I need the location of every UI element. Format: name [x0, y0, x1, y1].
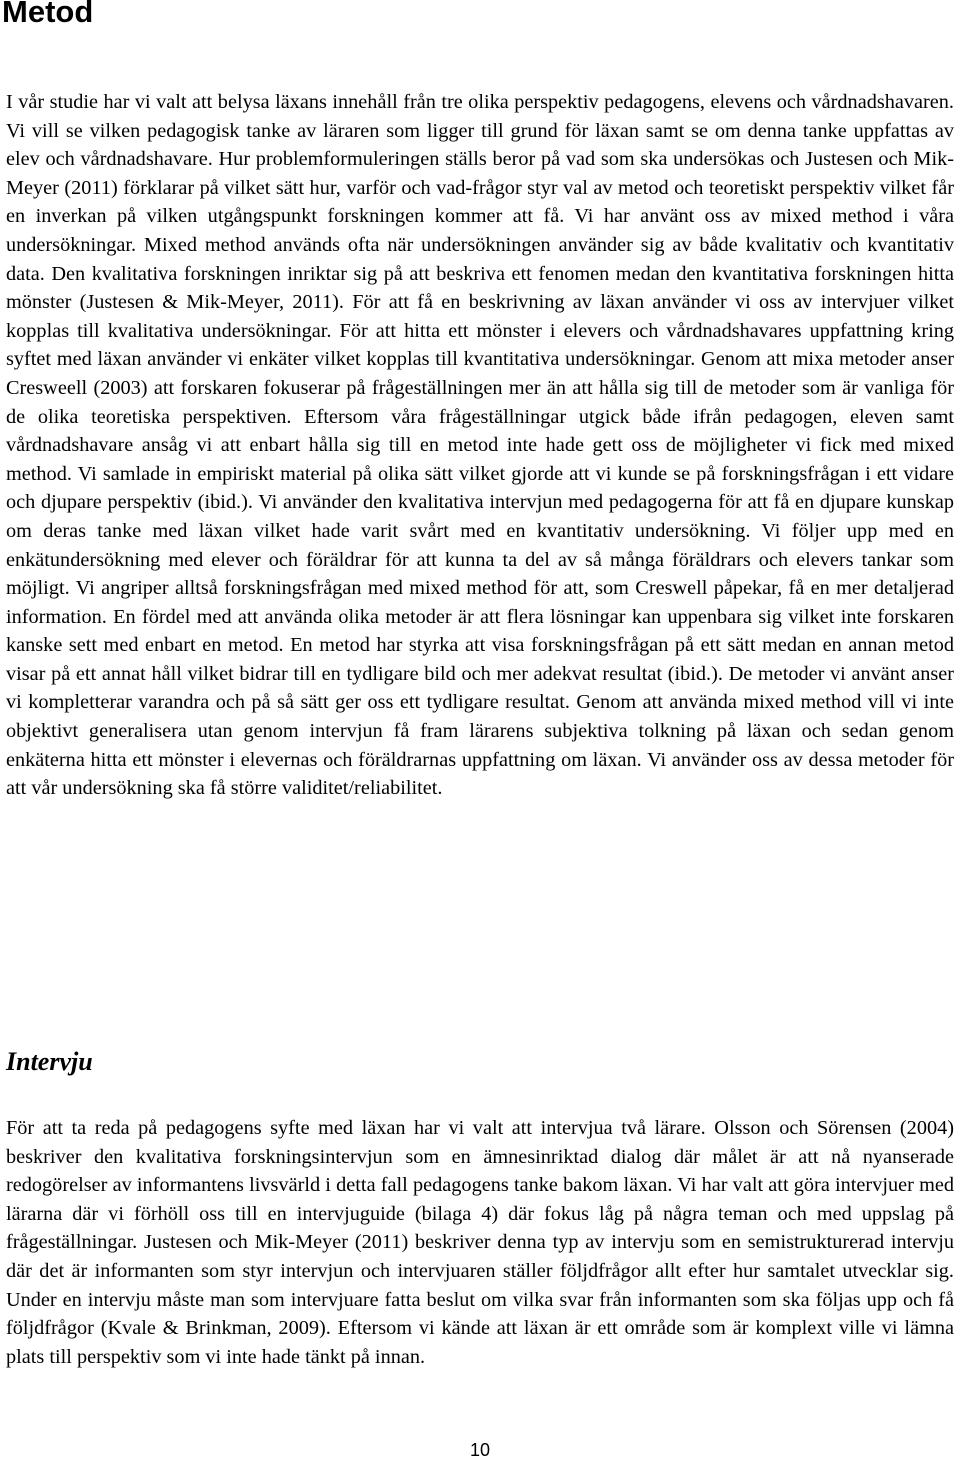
page-number: 10: [469, 1440, 491, 1460]
section-heading-metod: Metod: [2, 0, 94, 29]
section-heading-intervju: Intervju: [6, 1047, 93, 1076]
body-paragraph-metod: I vår studie har vi valt att belysa läxans innehåll från tre olika perspektiv pedagogens, elevens och vårdnadshavaren. Vi vill se vilken pedagogisk tanke av läraren som ligger till grund för läxan samt se om denna tanke uppfattas av elev och vårdnadshavare. Hur problemformuleringen ställs beror på vad som ska undersökas och Justesen och Mik-Meyer (2011) förklarar på vilket sätt hur, varför och vad-frågor styr val av metod och teoretiskt perspektiv vilket får en inverkan på vilken utgångspunkt forskningen kommer att få. Vi har använt oss av mixed method i våra undersökningar. Mixed method används ofta när undersökningen använder sig av både kvalitativ och kvantitativ data. Den kvalitativa forskningen inriktar sig på att beskriva ett fenomen medan den kvantitativa forskningen hitta mönster (Justesen & Mik-Meyer, 2011). För att få en beskrivning av läxan använder vi oss av intervjuer vilket kopplas till kvalitativa undersökningar. För att hitta ett mönster i elevers och vårdnadshavares uppfattning kring syftet med läxan använder vi enkäter vilket kopplas till kvantitativa undersökningar. Genom att mixa metoder anser Cresweell (2003) att forskaren fokuserar på frågeställningen mer än att hålla sig till de metoder som är vanliga för de olika teoretiska perspektiven. Eftersom våra frågeställningar utgick både ifrån pedagogen, eleven samt vårdnadshavare ansåg vi att enbart hålla sig till en metod inte hade gett oss de möjligheter vi fick med mixed method. Vi samlade in empiriskt material på olika sätt vilket gjorde att vi kunde se på forskningsfrågan i ett vidare och djupare perspektiv (ibid.). Vi använder den kvalitativa intervjun med pedagogerna för att få en djupare kunskap om deras tanke med läxan vilket hade varit svårt med en kvantitativ undersökning. Vi följer upp med en enkätundersökning med elever och föräldrar för att kunna ta del av så många föräldrars och elevers tankar som möjligt. Vi angriper alltså forskningsfrågan med mixed method för att, som Creswell påpekar, få en mer detaljerad information. En fördel med att använda olika metoder är att flera lösningar kan uppenbara sig vilket inte forskaren kanske sett med enbart en metod. En metod har styrka att visa forskningsfrågan på ett sätt medan en annan metod visar på ett annat håll vilket bidrar till en tydligare bild och mer adekvat resultat (ibid.). De metoder vi använt anser vi kompletterar varandra och på så sätt ger oss ett tydligare resultat. Genom att använda mixed method vill vi inte objektivt generalisera utan genom intervjun få fram lärarens subjektiva tolkning på läxan och sedan genom enkäterna hitta ett mönster i elevernas och föräldrarnas uppfattning om läxan. Vi använder oss av dessa metoder för att vår undersökning ska få större validitet/reliabilitet.: [6, 91, 954, 800]
body-paragraph-intervju: För att ta reda på pedagogens syfte med läxan har vi valt att intervjua två lärare. Olsson och Sörensen (2004) beskriver den kvalitativa forskningsintervjun som en ämnesinriktad dialog där målet är att nå nyanserade redogörelser av informantens livsvärld i detta fall pedagogens tanke bakom läxan. Vi har valt att göra intervjuer med lärarna där vi förhöll oss till en intervjuguide (bilaga 4) där fokus låg på några teman och med uppslag på frågeställningar. Justesen och Mik-Meyer (2011) beskriver denna typ av intervju som en semistrukturerad intervju där det är informanten som styr intervjun och intervjuaren ställer följdfrågor allt efter hur samtalet utvecklar sig. Under en intervju måste man som intervjuare fatta beslut om vilka svar från informanten som ska följas upp och få följdfrågor (Kvale & Brinkman, 2009). Eftersom vi kände att läxan är ett område som är komplext ville vi lämna plats till perspektiv som vi inte hade tänkt på innan.: [6, 1117, 954, 1368]
